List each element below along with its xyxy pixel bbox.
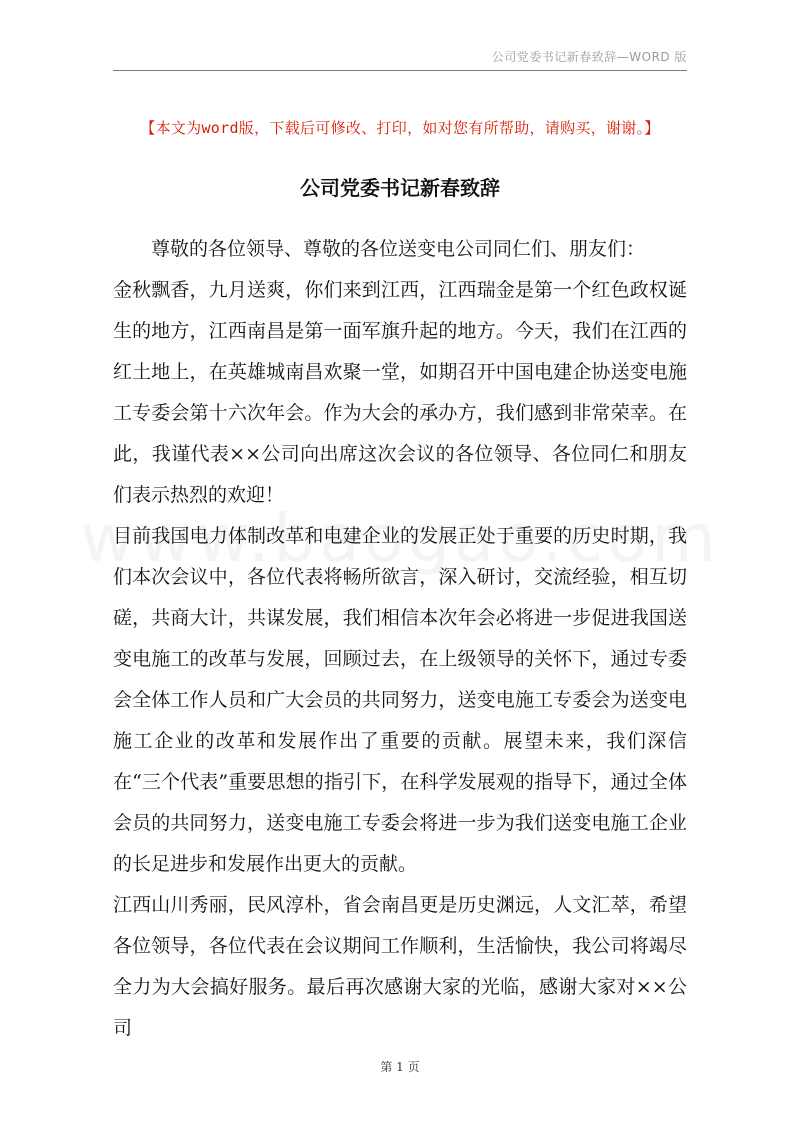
download-notice: 【本文为word版，下载后可修改、打印，如对您有所帮助，请购买，谢谢。】 [140, 119, 660, 137]
header-divider [113, 70, 687, 71]
body-paragraph: 金秋飘香，九月送爽，你们来到江西，江西瑞金是第一个红色政权诞生的地方，江西南昌是第一面军旗升起的地方。今天，我们在江西的红土地上，在英雄城南昌欢聚一堂，如期召开中国电建企协送变电施工专委会第十六次年会。作为大会的承办方，我们感到非常荣幸。在此，我谨代表××公司向出席这次会议的各位领导、各位同仁和朋友们表示热烈的欢迎！ [113, 279, 687, 506]
body-paragraph: 目前我国电力体制改革和电建企业的发展正处于重要的历史时期，我们本次会议中，各位代表将畅所欲言，深入研讨，交流经验，相互切磋，共商大计，共谋发展，我们相信本次年会必将进一步促进我国送变电施工的改革与发展，回顾过去，在上级领导的关怀下，通过专委会全体工作人员和广大会员的共同努力，送变电施工专委会为送变电施工企业的改革和发展作出了重要的贡献。展望未来，我们深信在“三个代表”重要思想的指引下，在科学发展观的指导下，通过全体会员的共同努力，送变电施工专委会将进一步为我们送变电施工企业的长足进步和发展作出更大的贡献。 [113, 525, 687, 875]
document-body [113, 229, 687, 1049]
page-number: 第 1 页 [380, 1060, 420, 1074]
running-header: 公司党委书记新春致辞—WORD 版 [491, 50, 687, 64]
salutation-paragraph: 尊敬的各位领导、尊敬的各位送变电公司同仁们、朋友们： [151, 238, 646, 260]
body-paragraph: 江西山川秀丽，民风淳朴，省会南昌更是历史渊远，人文汇萃，希望各位领导，各位代表在会议期间工作顺利，生活愉快，我公司将竭尽全力为大会搞好服务。最后再次感谢大家的光临，感谢大家对××公司 [113, 894, 687, 1039]
document-title: 公司党委书记新春致辞 [300, 176, 500, 200]
